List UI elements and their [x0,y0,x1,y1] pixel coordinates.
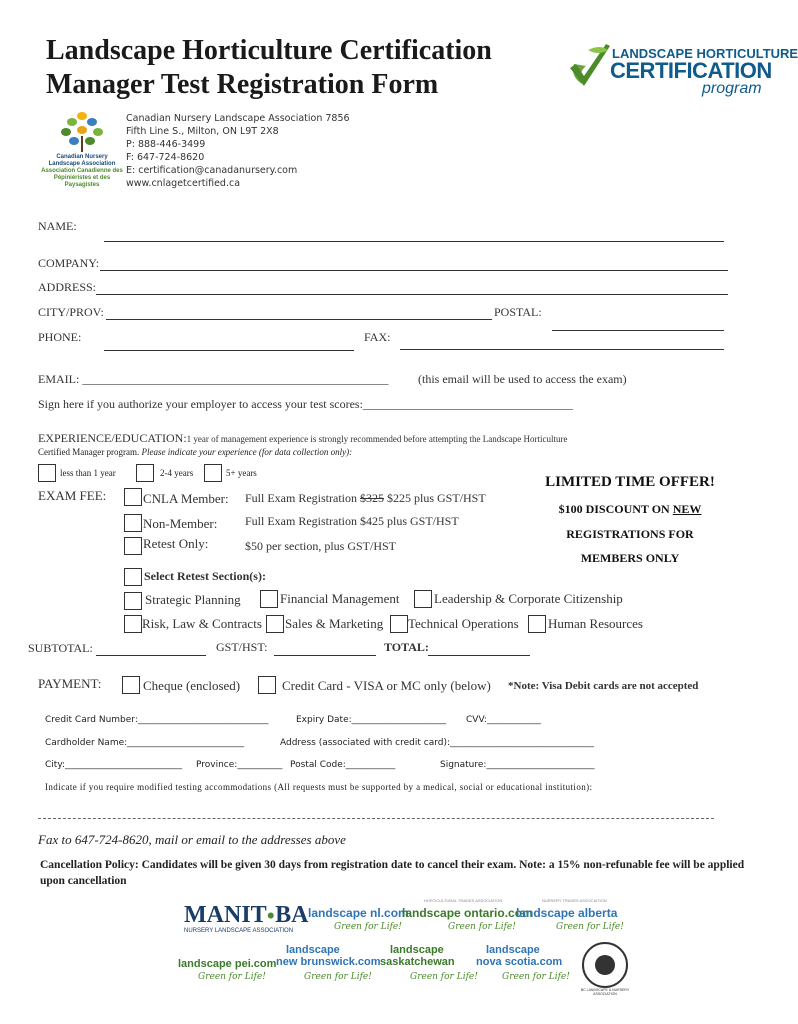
risk-law-label: Risk, Law & Contracts [142,616,262,631]
experience-less-1-label: less than 1 year [60,468,116,478]
strategic-planning-label: Strategic Planning [145,592,241,607]
email-field[interactable]: EMAIL: ___________________________________________________ [38,372,389,386]
experience-2-4-checkbox[interactable] [136,464,154,482]
green-for-life-tag: Green for Life! [304,972,372,982]
cnla-member-label: CNLA Member: [143,491,229,506]
subtotal-field[interactable] [96,655,206,656]
gst-label: GST/HST: [216,640,268,654]
city-label: CITY/PROV: [38,305,104,319]
manitoba-logo: MANIT●BA [184,902,309,928]
green-for-life-tag: Green for Life! [502,972,570,982]
credit-card-checkbox[interactable] [258,676,276,694]
human-resources-checkbox[interactable] [528,615,546,633]
subtotal-label: SUBTOTAL: [28,641,93,655]
fax-label: FAX: [364,330,391,344]
name-label: NAME: [38,219,77,233]
financial-management-checkbox[interactable] [260,590,278,608]
landscape-alberta-logo: landscape alberta [516,906,618,920]
cert-logo-top: LANDSCAPE HORTICULTURE [612,46,798,61]
experience-5-plus-checkbox[interactable] [204,464,222,482]
cnla-member-checkbox[interactable] [124,488,142,506]
offer-line-2: REGISTRATIONS FOR [566,527,694,541]
address-label: ADDRESS: [38,280,97,294]
nova-scotia-logo-line2: nova scotia.com [476,956,563,968]
cert-logo-main: CERTIFICATION [610,58,772,83]
green-for-life-tag: Green for Life! [448,922,516,932]
postal-label: POSTAL: [494,305,542,319]
landscape-nl-logo: landscape nl.com [308,906,409,920]
cnla-logo-text: Canadian Nursery Landscape Association Association Canadienne des Pépiniéristes et des Paysagistes [41,154,123,188]
leadership-checkbox[interactable] [414,590,432,608]
company-label: COMPANY: [38,256,100,270]
non-member-label: Non-Member: [143,516,218,531]
contact-email: E: certification@canadanursery.com [126,165,298,176]
experience-5-plus-label: 5+ years [226,468,257,478]
green-for-life-tag: Green for Life! [198,972,266,982]
contact-fax: F: 647-724-8620 [126,152,205,163]
accommodations-note: Indicate if you require modified testing accommodations (All requests must be supported by a medical, social or educational institution): [45,782,593,792]
retest-only-checkbox[interactable] [124,537,142,555]
technical-operations-label: Technical Operations [408,616,519,631]
visa-debit-note: *Note: Visa Debit cards are not accepted [508,680,699,692]
bc-logo-text: BC LANDSCAPE & NURSERY ASSOCIATION [580,988,630,996]
new-brunswick-logo-line1: landscape [286,944,340,956]
page-title [46,34,492,102]
select-retest-checkbox[interactable] [124,568,142,586]
leaf-cluster-icon [40,110,124,154]
alberta-top-text: NURSERY TRADES ASSOCIATION [542,898,607,903]
address-field[interactable] [96,294,728,295]
card-province-field[interactable]: Province:__________ [196,760,283,770]
technical-operations-checkbox[interactable] [390,615,408,633]
manitoba-subtitle: NURSERY LANDSCAPE ASSOCIATION [184,928,294,934]
contact-block [126,112,350,190]
leadership-label: Leadership & Corporate Citizenship [434,591,623,606]
leaf-icon: ● [266,908,276,924]
member-price: Full Exam Registration $325 $225 plus GST/HST [245,491,486,505]
retest-only-label: Retest Only: [143,536,209,551]
green-for-life-tag: Green for Life! [410,972,478,982]
card-city-field[interactable]: City:__________________________ [45,760,183,770]
offer-line-3: MEMBERS ONLY [580,551,680,565]
phone-label: PHONE: [38,330,82,344]
non-member-price: Full Exam Registration $425 plus GST/HST [245,514,459,528]
gst-field[interactable] [274,655,376,656]
landscape-pei-logo: landscape pei.com [178,958,277,970]
accommodations-field[interactable] [38,818,714,819]
cancellation-policy: Cancellation Policy: Candidates will be given 30 days from registration date to cancel their exam. Note: a 15% non-refunable fee will be applied upon cancellation [40,859,745,887]
expiry-date-field[interactable]: Expiry Date:_____________________ [296,715,447,725]
retest-price: $50 per section, plus GST/HST [245,539,396,553]
cheque-label: Cheque (enclosed) [143,678,241,693]
new-brunswick-logo-line2: new brunswick.com [276,956,381,968]
phone-field[interactable] [104,350,354,351]
contact-phone: P: 888-446-3499 [126,139,206,150]
title-line-1: Landscape Horticulture Certification [46,35,492,66]
human-resources-label: Human Resources [548,616,643,631]
saskatchewan-logo-line2: saskatchewan [380,956,455,968]
association-logos [170,898,630,1006]
experience-note-2: Certified Manager program. Please indicate your experience (for data collection only): [38,447,353,457]
authorization-signature-field[interactable]: Sign here if you authorize your employer to access your test scores:___________________________________ [38,397,573,411]
payment-label: PAYMENT: [38,676,102,691]
city-field[interactable] [106,319,492,320]
landscape-ontario-logo: landscape ontario.com [402,906,533,920]
experience-label: EXPERIENCE/EDUCATION:1 year of management experience is strongly recommended before attempting the Landscape Horticulture [38,431,568,445]
saskatchewan-logo-line1: landscape [390,944,444,956]
card-postal-field[interactable]: Postal Code:___________ [290,760,396,770]
certification-program-logo [566,42,798,102]
total-label: TOTAL: [384,640,429,654]
ontario-top-text: HORTICULTURAL TRADES ASSOCIATION [424,898,503,903]
contact-line: Fifth Line S., Milton, ON L9T 2X8 [126,126,279,137]
contact-website: www.cnlagetcertified.ca [126,178,241,189]
select-retest-label: Select Retest Section(s): [144,569,266,583]
cardholder-name-field[interactable]: Cardholder Name:__________________________ [45,738,245,748]
bc-landscape-logo [580,942,630,996]
experience-less-1-checkbox[interactable] [38,464,56,482]
credit-card-label: Credit Card - VISA or MC only (below) [282,678,491,693]
card-address-field[interactable]: Address (associated with credit card):________________________________ [280,738,595,748]
fax-field[interactable] [400,349,724,350]
risk-law-checkbox[interactable] [124,615,142,633]
cnla-logo [40,110,124,190]
offer-line-1: $100 DISCOUNT ON NEW [558,502,702,516]
signature-field[interactable]: Signature:________________________ [440,760,595,770]
title-line-2: Manager Test Registration Form [46,69,439,100]
company-field[interactable] [100,270,728,271]
nova-scotia-logo-line1: landscape [486,944,540,956]
experience-2-4-label: 2-4 years [160,468,194,478]
cvv-field[interactable]: CVV:____________ [466,715,541,725]
experience-note: 1 year of management experience is strongly recommended before attempting the Landscape Horticulture [186,434,568,444]
fax-instructions: Fax to 647-724-8620, mail or email to the addresses above [38,832,346,847]
sales-marketing-checkbox[interactable] [266,615,284,633]
green-for-life-tag: Green for Life! [334,922,402,932]
contact-line: Canadian Nursery Landscape Association 7856 [126,113,350,124]
name-field[interactable] [104,241,724,242]
green-for-life-tag: Green for Life! [556,922,624,932]
checkmark-leaf-icon [566,42,612,92]
postal-field[interactable] [552,330,724,331]
credit-card-number-field[interactable]: Credit Card Number:_____________________________ [45,715,269,725]
non-member-checkbox[interactable] [124,514,142,532]
sales-marketing-label: Sales & Marketing [285,616,384,631]
strategic-planning-checkbox[interactable] [124,592,142,610]
email-note: (this email will be used to access the exam) [418,372,627,386]
cheque-checkbox[interactable] [122,676,140,694]
exam-fee-label: EXAM FEE: [38,488,107,503]
financial-management-label: Financial Management [280,591,400,606]
bc-flower-icon [595,955,615,975]
total-field[interactable] [428,655,530,656]
limited-offer-title: LIMITED TIME OFFER! [545,474,715,490]
cert-logo-sub: program [702,80,762,97]
